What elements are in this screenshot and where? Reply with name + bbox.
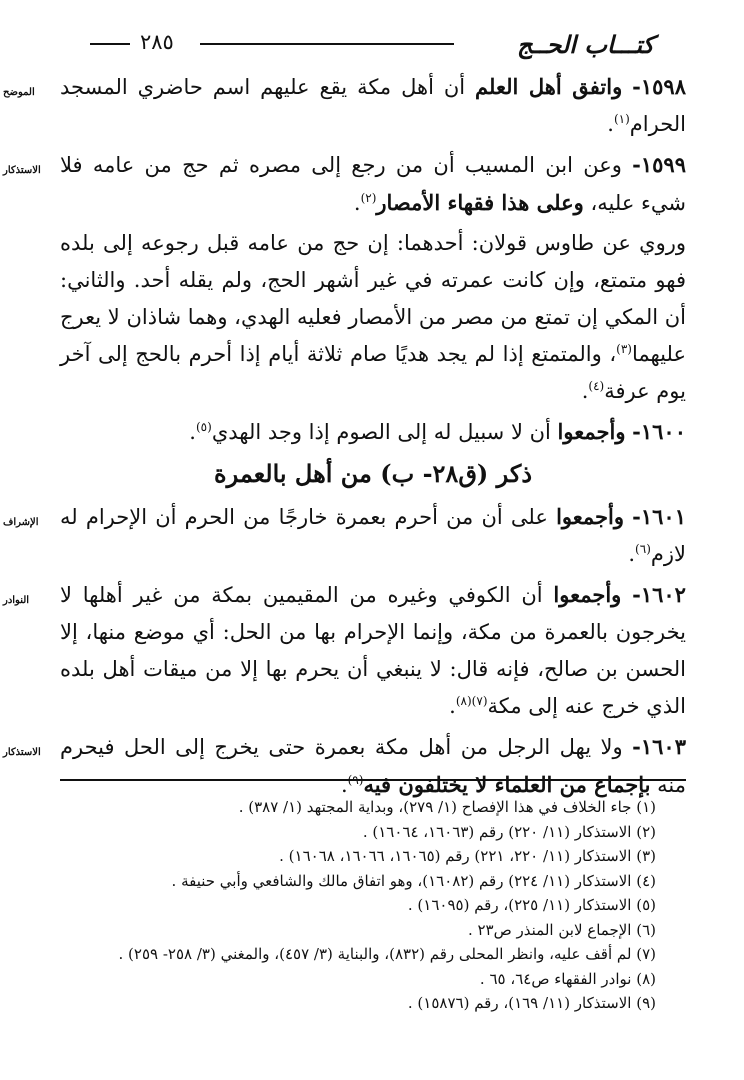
entry-tail: . — [628, 542, 636, 566]
footnote-item: (٨) نوادر الفقهاء ص٦٤، ٦٥ . — [479, 969, 656, 988]
entry-number: ١٦٠٢- — [632, 582, 686, 607]
paragraph-1600 — [60, 413, 686, 451]
entry-text: أن الكوفي وغيره من المقيمين بمكة من غير أهلها لا يخرجون بالعمرة من مكة، وإنما الإحرام بها من الحل: أي موضع منها، إلا الحسن بن صالح، فإنه قال: لا ينبغي أن يحرم بها إلا من ميقات أهل بلده الذي خرج عنه إلى مكة — [60, 583, 686, 718]
footnote-divider — [60, 779, 686, 781]
footnote-item: (٧) لم أقف عليه، وانظر المحلى رقم (٨٣٢)، والبناية (٣/ ٤٥٧)، والمغني (٣/ ٢٥٨- ٢٥٩) . — [118, 945, 656, 963]
paragraph-1601 — [3, 498, 686, 573]
bold-phrase: وعلى هذا فقهاء الأمصار — [376, 190, 584, 215]
paragraph-1598 — [3, 68, 686, 143]
lead-phrase: وأجمعوا — [553, 582, 622, 607]
lead-phrase: واتفق أهل العلم — [475, 74, 623, 99]
lead-phrase: وأجمعوا — [557, 419, 626, 444]
footnote-ref: (٢) — [360, 191, 377, 205]
footnote-ref: (٤) — [588, 379, 605, 393]
footnote-item: (٢) الاستذكار (١١/ ٢٢٠) رقم (١٦٠٦٣، ١٦٠٦٤) . — [362, 822, 656, 841]
footnote-ref: (٥) — [195, 420, 212, 434]
entry-tail: . — [449, 694, 456, 718]
entry-text: ولا يهل الرجل من أهل مكة بعمرة حتى يخرج إلى الحل فيحرم منه — [60, 735, 686, 797]
footnote-item: (١) جاء الخلاف في هذا الإفصاح (١/ ٢٧٩)، وبداية المجتهد (١/ ٣٨٧) . — [238, 798, 656, 816]
paragraph-1602 — [3, 576, 686, 725]
entry-text: على أن من أحرم بعمرة خارجًا من الحرم أن الإحرام له لازم — [60, 505, 686, 566]
paragraph-1603 — [3, 728, 686, 804]
footnote-ref: (١) — [613, 112, 630, 126]
entry-number: ١٥٩٨- — [632, 74, 686, 99]
entry-number: ١٦٠٠- — [632, 419, 686, 444]
lead-phrase: وأجمعوا — [556, 504, 624, 529]
footnote-ref: (٣) — [616, 342, 632, 356]
bold-phrase: بإجماع من العلماء لا يختلفون فيه — [363, 772, 651, 797]
source-tag: النوادر — [3, 595, 30, 606]
source-tag: الاستذكار — [3, 747, 41, 758]
entry-text-cont: ، والمتمتع إذا لم يجد هديًا صام ثلاثة أيام إذا أحرم بالحج إلى آخر يوم عرفة — [60, 342, 686, 403]
main-text — [3, 68, 686, 807]
entry-tail: . — [340, 773, 348, 797]
footnote-item: (٥) الاستذكار (١١/ ٢٢٥)، رقم (١٦٠٩٥) . — [407, 896, 656, 914]
footnote-item: (٩) الاستذكار (١١/ ١٦٩)، رقم (١٥٨٧٦) . — [407, 994, 656, 1012]
source-tag: الموضح — [3, 87, 35, 98]
entry-tail: . — [607, 112, 614, 136]
entry-tail: . — [581, 379, 589, 403]
footnote-ref: (٦) — [635, 542, 651, 556]
footnote-ref: (٧)(٨) — [455, 694, 488, 708]
footnote-item: (٦) الإجماع لابن المنذر ص٢٣ . — [467, 920, 656, 939]
footnote-item: (٣) الاستذكار (١١/ ٢٢٠، ٢٢١) رقم (١٦٠٦٥، ١٦٠٦٦، ١٦٠٦٨) . — [279, 847, 656, 865]
entry-number: ١٥٩٩- — [632, 152, 686, 177]
entry-tail: . — [189, 420, 196, 444]
entry-number: ١٦٠١- — [632, 504, 686, 529]
header-rule-left — [90, 43, 130, 45]
entry-tail: . — [353, 191, 361, 215]
paragraph-tawus — [60, 225, 686, 410]
source-tag: الاستذكار — [3, 165, 41, 176]
entry-text: وروي عن طاوس قولان: أحدهما: إن حج من عامه قبل رجوعه إلى بلده فهو متمتع، وإن كانت عمرته في غير أشهر الحج، ولم يقله أحد. والثاني: أن المكي إن تمتع من مصر من الأمصار فعليه الهدي، وهما شاذان لا يعرج عليهما — [60, 231, 686, 366]
footnote-item: (٤) الاستذكار (١١/ ٢٢٤) رقم (١٦٠٨٢)، وهو اتفاق مالك والشافعي وأبي حنيفة . — [171, 871, 656, 890]
page-header — [90, 30, 654, 59]
chapter-title: كتـــاب الحــج — [516, 30, 654, 59]
source-tag: الإشراف — [3, 517, 39, 528]
footnotes — [60, 795, 656, 1016]
entry-text: أن أهل مكة يقع عليهم اسم حاضري المسجد الحرام — [60, 75, 686, 136]
page-number: ٢٨٥ — [140, 30, 174, 54]
entry-number: ١٦٠٣- — [632, 734, 686, 759]
paragraph-1599 — [3, 146, 686, 222]
footnote-ref: (٩) — [347, 773, 364, 787]
entry-text: وعن ابن المسيب أن من رجع إلى مصره ثم حج من عامه فلا شيء عليه، — [60, 153, 686, 215]
section-heading: ذكر (ق٢٨- ب) من أهل بالعمرة — [214, 459, 532, 488]
entry-text: أن لا سبيل له إلى الصوم إذا وجد الهدي — [211, 420, 551, 444]
header-rule — [200, 43, 454, 45]
